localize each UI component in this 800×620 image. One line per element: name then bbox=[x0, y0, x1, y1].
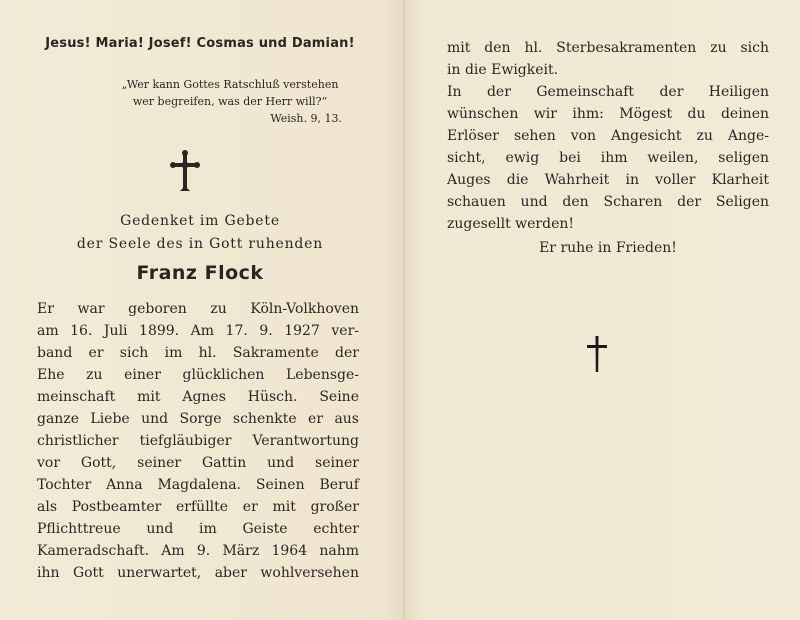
continuation-line: mit den hl. Sterbesakramenten zu sich bbox=[447, 40, 769, 56]
quote-line: wer begreifen, was der Herr will?“ bbox=[132, 95, 328, 108]
continuation-line: Auges die Wahrheit in voller Klarheit bbox=[447, 172, 769, 188]
bio-line: meinschaft mit Agnes Hüsch. Seine bbox=[37, 389, 359, 405]
continuation-line: sicht, ewig bei ihm weilen, seligen bbox=[447, 150, 769, 166]
bio-line: am 16. Juli 1899. Am 17. 9. 1927 ver- bbox=[37, 323, 359, 339]
bio-line: Ehe zu einer glücklichen Lebensge- bbox=[37, 367, 359, 383]
intro-line: der Seele des in Gott ruhenden bbox=[76, 236, 324, 252]
continuation-line: wünschen wir ihm: Mögest du deinen bbox=[447, 106, 769, 122]
bio-line: band er sich im hl. Sakramente der bbox=[37, 345, 359, 361]
continuation-line: In der Gemeinschaft der Heiligen bbox=[447, 84, 769, 100]
bio-line: Er war geboren zu Köln-Volkhoven bbox=[37, 301, 359, 317]
cross-icon bbox=[585, 334, 609, 374]
card-fold bbox=[403, 0, 405, 620]
closing-blessing: Er ruhe in Frieden! bbox=[539, 240, 677, 256]
bio-line: christlicher tiefgläubiger Verantwortung bbox=[37, 433, 359, 449]
continuation-line: Erlöser sehen von Angesicht zu Ange- bbox=[447, 128, 769, 144]
ornate-cross-icon bbox=[170, 150, 200, 194]
quote-line: „Wer kann Gottes Ratschluß verstehen bbox=[121, 78, 339, 91]
bio-line: ihn Gott unerwartet, aber wohlversehen bbox=[37, 565, 359, 581]
biography bbox=[37, 298, 359, 584]
bio-line: als Postbeamter erfüllte er mit großer bbox=[37, 499, 359, 515]
saints-header: Jesus! Maria! Josef! Cosmas und Damian! bbox=[45, 36, 355, 51]
continuation-line: zugesellt werden! bbox=[447, 216, 574, 232]
bio-line: Kameradschaft. Am 9. März 1964 nahm bbox=[37, 543, 359, 559]
scripture-quote bbox=[120, 76, 340, 110]
continuation-line: in die Ewigkeit. bbox=[447, 62, 559, 78]
intro-line: Gedenket im Gebete bbox=[120, 213, 280, 229]
intro-text bbox=[40, 210, 360, 256]
bio-line: Tochter Anna Magdalena. Seinen Beruf bbox=[37, 477, 359, 493]
bio-line: Pflichttreue und im Geiste echter bbox=[37, 521, 359, 537]
bio-line: ganze Liebe und Sorge schenkte er aus bbox=[37, 411, 359, 427]
bio-line: vor Gott, seiner Gattin und seiner bbox=[37, 455, 359, 471]
deceased-name: Franz Flock bbox=[136, 262, 264, 284]
quote-source: Weish. 9, 13. bbox=[270, 112, 342, 125]
continuation-text bbox=[447, 37, 769, 235]
continuation-line: schauen und den Scharen der Seligen bbox=[447, 194, 769, 210]
